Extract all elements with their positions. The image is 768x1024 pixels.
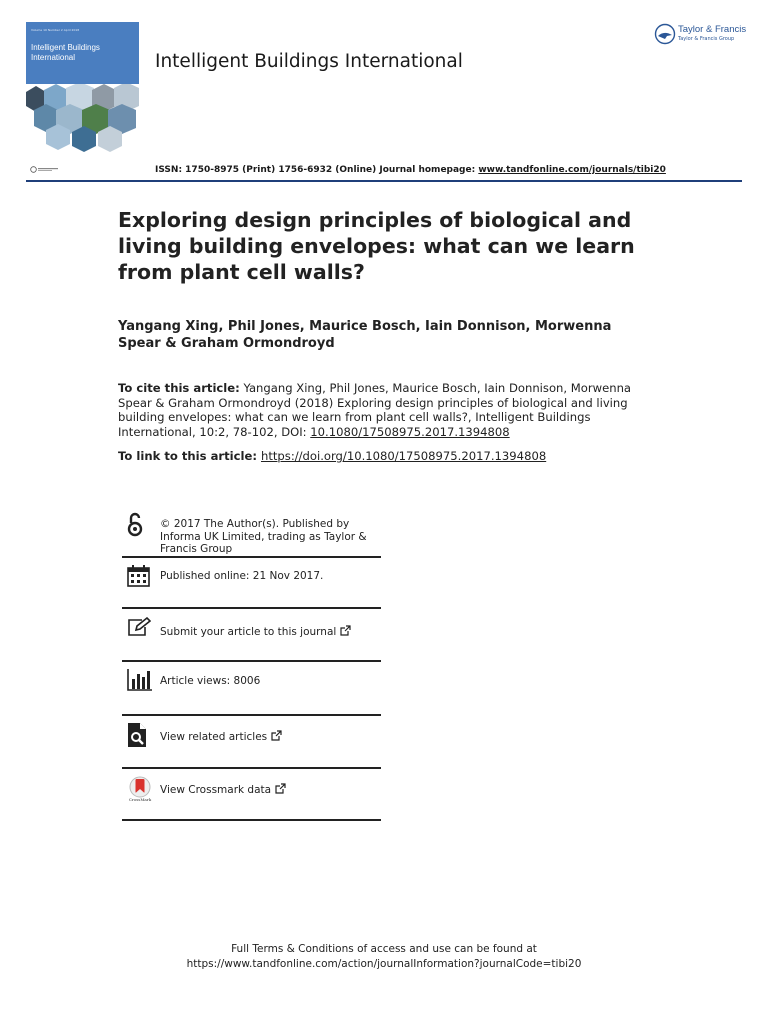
bar-chart-icon xyxy=(127,669,153,691)
calendar-icon xyxy=(127,565,150,587)
crossmark-icon xyxy=(127,776,153,804)
related-articles-icon xyxy=(127,722,147,748)
crossmark-icon-label: CrossMark xyxy=(128,797,152,802)
publisher-group: Taylor & Francis Group xyxy=(678,36,735,42)
external-link-icon xyxy=(340,625,351,636)
external-link-icon xyxy=(275,783,286,794)
info-divider xyxy=(122,556,381,558)
article-title: Exploring design principles of biological and living building envelopes: what can we learn from plant cell walls? xyxy=(118,208,635,284)
footer-terms-text: Full Terms & Conditions of access and use can be found at xyxy=(231,943,537,955)
citation-block xyxy=(118,381,648,439)
article-authors: Yangang Xing, Phil Jones, Maurice Bosch, Iain Donnison, Morwenna Spear & Graham Ormondroyd xyxy=(118,319,612,351)
info-divider xyxy=(122,607,381,609)
published-date: Published online: 21 Nov 2017. xyxy=(160,570,324,582)
publisher-logo-icon xyxy=(654,23,676,45)
issn-line xyxy=(155,165,666,175)
publisher-name: Taylor & Francis xyxy=(678,24,747,35)
info-divider xyxy=(122,714,381,716)
footer xyxy=(0,942,768,972)
citation-label: To cite this article: xyxy=(118,381,240,395)
info-divider xyxy=(122,660,381,662)
submit-article-link[interactable] xyxy=(160,625,351,639)
small-publisher-logo-icon xyxy=(30,166,60,173)
cover-hexagon-photos xyxy=(26,84,139,152)
citation-text: Yangang Xing, Phil Jones, Maurice Bosch, Iain Donnison, Morwenna Spear & Graham Ormondroyd (2018) Exploring design principles of biological and living building envelopes: what can we learn from plant cell walls?, Intelligent Buildings International, 10:2, 78-102, DOI: xyxy=(118,381,632,439)
external-link-icon xyxy=(271,730,282,741)
link-label: To link to this article: xyxy=(118,449,257,463)
crossmark-link[interactable] xyxy=(160,783,286,797)
edit-icon xyxy=(127,617,151,637)
article-link-line xyxy=(118,449,546,463)
open-access-icon xyxy=(127,512,143,538)
citation-doi-link[interactable]: 10.1080/17508975.2017.1394808 xyxy=(310,424,510,439)
journal-cover-image xyxy=(26,22,139,152)
info-divider xyxy=(122,767,381,769)
cover-issue-text: Volume 10 Number 2 April 2018 xyxy=(31,28,80,32)
journal-title: Intelligent Buildings International xyxy=(155,51,463,72)
issn-text: ISSN: 1750-8975 (Print) 1756-6932 (Online) Journal homepage: xyxy=(155,165,479,175)
related-articles-link[interactable] xyxy=(160,730,282,744)
publisher-logo xyxy=(654,22,746,46)
info-divider xyxy=(122,819,381,821)
crossmark-logo-icon xyxy=(127,776,153,798)
article-doi-link[interactable]: https://doi.org/10.1080/17508975.2017.1394808 xyxy=(260,449,547,463)
crossmark-label: View Crossmark data xyxy=(160,784,272,796)
open-access-statement: © 2017 The Author(s). Published by Informa UK Limited, trading as Taylor & Francis Group xyxy=(160,518,367,555)
footer-terms-link[interactable]: https://www.tandfonline.com/action/journalInformation?journalCode=tibi20 xyxy=(186,958,582,970)
related-articles-label: View related articles xyxy=(160,731,268,743)
article-views: Article views: 8006 xyxy=(160,675,261,687)
cover-title: Intelligent Buildings International xyxy=(31,43,100,62)
submit-article-label: Submit your article to this journal xyxy=(160,626,337,638)
journal-homepage-link[interactable]: www.tandfonline.com/journals/tibi20 xyxy=(478,165,666,175)
header-divider xyxy=(26,180,742,182)
